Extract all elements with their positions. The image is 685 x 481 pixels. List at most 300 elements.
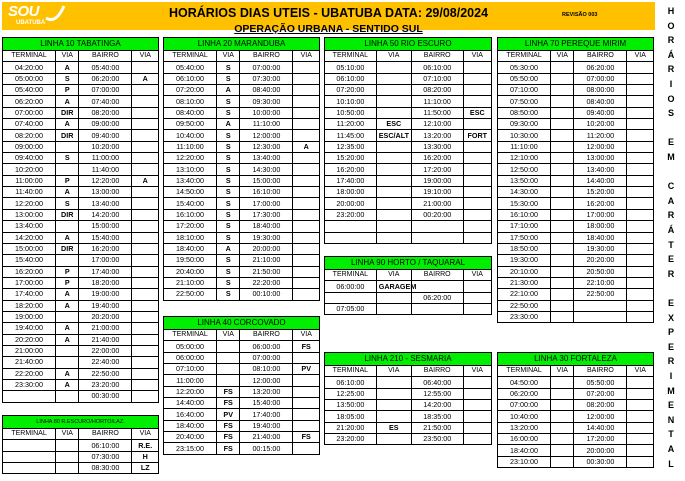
via-bairro	[627, 456, 654, 467]
side-letter: R	[667, 356, 675, 367]
terminal-time: 04:50:00	[498, 377, 551, 388]
via-terminal: S	[217, 96, 240, 107]
schedule-table	[2, 37, 159, 403]
terminal-time: 07:20:00	[164, 85, 217, 96]
via-bairro	[132, 164, 159, 175]
via-terminal	[56, 221, 79, 232]
schedule-table	[324, 256, 492, 315]
table-row	[325, 400, 492, 411]
bairro-time: 07:00:00	[240, 62, 293, 73]
table-row	[498, 300, 654, 311]
via-bairro	[463, 85, 491, 96]
bairro-time: 14:40:00	[574, 422, 627, 433]
via-bairro	[463, 164, 491, 175]
via-bairro	[132, 221, 159, 232]
via-bairro	[627, 73, 654, 84]
bairro-time: 05:40:00	[79, 62, 132, 73]
via-terminal: PV	[217, 409, 240, 420]
terminal-time: 09:00:00	[3, 141, 56, 152]
via-bairro	[627, 119, 654, 130]
bairro-time: 11:10:00	[240, 119, 293, 130]
bairro-time: 16:20:00	[79, 243, 132, 254]
bairro-time: 21:50:00	[240, 266, 293, 277]
schedule-table	[163, 316, 320, 455]
terminal-time: 06:20:00	[3, 96, 56, 107]
table-row	[164, 164, 320, 175]
via-terminal: FS	[217, 432, 240, 443]
via-terminal: FS	[217, 420, 240, 431]
via-terminal	[376, 388, 411, 399]
table-row	[325, 209, 492, 220]
side-letter: H	[667, 6, 675, 16]
table-row	[164, 432, 320, 443]
via-terminal: P	[56, 266, 79, 277]
via-bairro	[132, 130, 159, 141]
terminal-time: 07:10:00	[164, 364, 217, 375]
table-row	[498, 243, 654, 254]
via-terminal	[56, 164, 79, 175]
table-linha-80	[2, 415, 159, 474]
line-title: LINHA 30 FORTALEZA	[498, 353, 654, 366]
via-terminal: A	[56, 62, 79, 73]
table-row	[164, 107, 320, 118]
bairro-time: 10:20:00	[574, 119, 627, 130]
table-row	[164, 443, 320, 454]
via-bairro	[627, 255, 654, 266]
via-bairro	[627, 175, 654, 186]
via-bairro	[293, 107, 320, 118]
via-bairro	[627, 130, 654, 141]
via-terminal	[56, 255, 79, 266]
via-terminal	[217, 375, 240, 386]
page-subtitle: OPERAÇÃO URBANA - SENTIDO SUL	[234, 23, 423, 35]
side-letter: X	[667, 312, 674, 323]
bairro-time: 22:00:00	[79, 345, 132, 356]
via-terminal: DIR	[56, 107, 79, 118]
line-title: LINHA 50 RIO ESCURO	[325, 38, 492, 51]
terminal-time: 12:50:00	[498, 164, 551, 175]
via-terminal	[551, 73, 574, 84]
column-header: VIA	[463, 366, 491, 377]
bairro-time: 07:00:00	[240, 352, 293, 363]
table-row	[498, 119, 654, 130]
terminal-time: 06:20:00	[498, 388, 551, 399]
bairro-time: 06:00:00	[240, 341, 293, 352]
via-terminal	[551, 130, 574, 141]
terminal-time: 10:10:00	[325, 96, 377, 107]
bairro-time: 05:50:00	[574, 377, 627, 388]
terminal-time: 19:00:00	[3, 311, 56, 322]
via-terminal	[551, 221, 574, 232]
terminal-time: 13:20:00	[498, 422, 551, 433]
terminal-time: 13:40:00	[3, 221, 56, 232]
via-bairro	[293, 409, 320, 420]
line-title: LINHA 70 PEREQUE MIRIM	[498, 38, 654, 51]
terminal-time: 21:30:00	[498, 277, 551, 288]
bairro-time: 20:20:00	[79, 311, 132, 322]
bairro-time: 18:20:00	[79, 277, 132, 288]
table-row	[498, 400, 654, 411]
via-terminal	[551, 445, 574, 456]
via-bairro	[627, 445, 654, 456]
terminal-time: 09:50:00	[164, 119, 217, 130]
line-title: LINHA 10 TABATINGA	[3, 38, 159, 51]
terminal-time: 11:40:00	[3, 187, 56, 198]
table-row	[164, 141, 320, 152]
via-terminal: A	[56, 300, 79, 311]
terminal-time: 13:00:00	[3, 209, 56, 220]
via-bairro	[293, 85, 320, 96]
bairro-time: 14:40:00	[574, 175, 627, 186]
column-header: TERMINAL	[164, 51, 217, 62]
bairro-time: 07:20:00	[574, 388, 627, 399]
side-letter: Á	[667, 49, 675, 60]
table-row	[325, 411, 492, 422]
via-terminal	[551, 96, 574, 107]
via-terminal: S	[217, 107, 240, 118]
line-title: LINHA 40 CORCOVADO	[164, 317, 320, 330]
bairro-time: 10:00:00	[240, 107, 293, 118]
via-bairro	[463, 96, 491, 107]
bairro-time: 06:20:00	[411, 292, 463, 303]
via-bairro: LZ	[132, 463, 159, 474]
via-bairro	[132, 323, 159, 334]
via-terminal	[376, 232, 411, 243]
terminal-time: 21:10:00	[164, 277, 217, 288]
table-row	[325, 119, 492, 130]
side-letter: M	[667, 385, 675, 396]
terminal-time: 19:30:00	[498, 255, 551, 266]
table-linha-10	[2, 37, 159, 403]
column-header: BAIRRO	[240, 51, 293, 62]
via-terminal: FS	[217, 443, 240, 454]
terminal-time: 06:00:00	[164, 352, 217, 363]
via-bairro	[627, 411, 654, 422]
column-header: VIA	[132, 429, 159, 440]
terminal-time: 12:20:00	[3, 198, 56, 209]
via-bairro	[627, 198, 654, 209]
column-header: TERMINAL	[325, 270, 377, 281]
via-bairro	[627, 277, 654, 288]
table-row	[498, 255, 654, 266]
table-row	[498, 456, 654, 467]
bairro-time: 20:00:00	[240, 243, 293, 254]
terminal-time: 06:10:00	[325, 73, 377, 84]
bairro-time: 22:40:00	[79, 357, 132, 368]
via-terminal	[551, 232, 574, 243]
bairro-time: 06:10:00	[79, 440, 132, 451]
via-terminal: ESC	[376, 119, 411, 130]
terminal-time	[3, 463, 56, 474]
via-terminal: S	[217, 255, 240, 266]
terminal-time: 23:10:00	[498, 456, 551, 467]
terminal-time: 16:10:00	[498, 209, 551, 220]
via-terminal: A	[217, 243, 240, 254]
bairro-time: 21:40:00	[79, 334, 132, 345]
bairro-time: 13:40:00	[240, 153, 293, 164]
bairro-time: 18:35:00	[411, 411, 463, 422]
via-bairro	[627, 311, 654, 322]
via-bairro	[132, 266, 159, 277]
via-terminal	[376, 198, 411, 209]
via-terminal	[551, 119, 574, 130]
table-row	[498, 153, 654, 164]
via-bairro: PV	[293, 364, 320, 375]
via-terminal: A	[56, 119, 79, 130]
via-bairro	[627, 153, 654, 164]
table-row	[164, 289, 320, 300]
column-header: TERMINAL	[498, 366, 551, 377]
via-terminal: A	[56, 368, 79, 379]
terminal-time: 15:40:00	[3, 255, 56, 266]
bairro-time: 23:20:00	[79, 379, 132, 390]
table-row	[164, 209, 320, 220]
via-bairro	[132, 391, 159, 402]
via-bairro	[293, 420, 320, 431]
table-row	[3, 345, 159, 356]
via-terminal	[56, 463, 79, 474]
via-bairro	[132, 277, 159, 288]
bairro-time: 14:30:00	[240, 164, 293, 175]
column-header: VIA	[376, 366, 411, 377]
bairro-time: 17:40:00	[79, 266, 132, 277]
table-row	[3, 164, 159, 175]
via-bairro	[627, 422, 654, 433]
table-row	[498, 311, 654, 322]
terminal-time	[325, 221, 377, 232]
via-terminal	[376, 107, 411, 118]
table-row	[164, 62, 320, 73]
via-terminal: S	[217, 277, 240, 288]
via-terminal: GARAGEM	[376, 281, 411, 292]
table-row	[498, 187, 654, 198]
via-terminal: FS	[217, 398, 240, 409]
bairro-time: 19:30:00	[240, 232, 293, 243]
table-row	[498, 445, 654, 456]
bairro-time	[411, 221, 463, 232]
terminal-time: 05:40:00	[3, 85, 56, 96]
column-header: TERMINAL	[498, 51, 551, 62]
table-row	[3, 187, 159, 198]
column-header: BAIRRO	[240, 330, 293, 341]
column-header: VIA	[217, 330, 240, 341]
terminal-time: 11:10:00	[164, 141, 217, 152]
bairro-time: 12:00:00	[574, 141, 627, 152]
table-row	[3, 232, 159, 243]
table-row	[164, 255, 320, 266]
table-row	[498, 107, 654, 118]
via-terminal	[56, 345, 79, 356]
terminal-time: 17:40:00	[325, 175, 377, 186]
bairro-time: 12:30:00	[240, 141, 293, 152]
terminal-time: 16:10:00	[164, 209, 217, 220]
via-bairro	[293, 255, 320, 266]
via-bairro	[293, 175, 320, 186]
bairro-time: 12:55:00	[411, 388, 463, 399]
bairro-time: 18:40:00	[574, 232, 627, 243]
via-terminal	[376, 411, 411, 422]
column-header: VIA	[627, 51, 654, 62]
schedule-table	[324, 352, 492, 445]
bairro-time: 06:20:00	[574, 62, 627, 73]
via-bairro	[463, 187, 491, 198]
terminal-time: 23:30:00	[498, 311, 551, 322]
bairro-time: 06:20:00	[79, 73, 132, 84]
table-row	[164, 341, 320, 352]
bairro-time: 19:40:00	[240, 420, 293, 431]
column-header: VIA	[627, 366, 654, 377]
bairro-time: 07:40:00	[79, 96, 132, 107]
via-bairro	[293, 289, 320, 300]
table-row	[325, 232, 492, 243]
terminal-time: 20:10:00	[498, 266, 551, 277]
side-letter: A	[667, 195, 675, 206]
terminal-time: 18:40:00	[164, 420, 217, 431]
terminal-time: 08:10:00	[164, 96, 217, 107]
bairro-time: 14:20:00	[79, 209, 132, 220]
table-linha-40	[163, 316, 320, 455]
bairro-time: 20:00:00	[574, 445, 627, 456]
via-bairro	[463, 153, 491, 164]
table-row	[3, 130, 159, 141]
line-title: LINHA 90 HORTO / TAQUARAL	[325, 257, 492, 270]
via-terminal	[551, 62, 574, 73]
via-terminal: DIR	[56, 130, 79, 141]
via-bairro	[627, 141, 654, 152]
table-row	[164, 96, 320, 107]
bairro-time: 09:40:00	[574, 107, 627, 118]
bairro-time: 07:00:00	[79, 85, 132, 96]
column-header: TERMINAL	[164, 330, 217, 341]
bairro-time: 21:50:00	[411, 422, 463, 433]
terminal-time: 22:10:00	[498, 289, 551, 300]
via-bairro	[132, 209, 159, 220]
via-terminal	[376, 304, 411, 315]
bairro-time: 07:00:00	[574, 73, 627, 84]
via-bairro	[293, 266, 320, 277]
via-bairro: FS	[293, 432, 320, 443]
bairro-time: 19:00:00	[79, 289, 132, 300]
bairro-time: 20:20:00	[574, 255, 627, 266]
via-terminal: S	[217, 232, 240, 243]
via-terminal	[551, 187, 574, 198]
column-header: TERMINAL	[3, 429, 56, 440]
via-terminal: S	[56, 73, 79, 84]
bairro-time: 21:00:00	[411, 198, 463, 209]
via-bairro	[627, 289, 654, 300]
via-bairro	[627, 164, 654, 175]
via-terminal	[376, 153, 411, 164]
via-bairro	[463, 198, 491, 209]
bairro-time: 16:20:00	[411, 153, 463, 164]
bairro-time: 12:00:00	[240, 375, 293, 386]
table-row	[3, 311, 159, 322]
bairro-time: 13:20:00	[240, 386, 293, 397]
via-bairro	[463, 62, 491, 73]
terminal-time: 08:20:00	[3, 130, 56, 141]
via-bairro	[463, 119, 491, 130]
table-row	[3, 440, 159, 451]
via-bairro	[463, 411, 491, 422]
terminal-time: 21:00:00	[3, 345, 56, 356]
terminal-time: 14:20:00	[3, 232, 56, 243]
table-row	[498, 388, 654, 399]
column-header: BAIRRO	[411, 51, 463, 62]
terminal-time: 07:00:00	[498, 400, 551, 411]
bairro-time: 12:10:00	[411, 119, 463, 130]
terminal-time	[3, 451, 56, 462]
terminal-time: 20:40:00	[164, 266, 217, 277]
table-row	[325, 175, 492, 186]
via-terminal	[551, 107, 574, 118]
side-letter: N	[667, 414, 675, 425]
via-terminal: S	[217, 209, 240, 220]
table-row	[3, 119, 159, 130]
via-bairro	[627, 300, 654, 311]
via-terminal	[551, 198, 574, 209]
via-bairro	[132, 85, 159, 96]
via-bairro	[132, 300, 159, 311]
terminal-time: 16:20:00	[3, 266, 56, 277]
table-row	[498, 434, 654, 445]
table-row	[3, 73, 159, 84]
terminal-time: 15:30:00	[498, 198, 551, 209]
terminal-time: 09:40:00	[3, 153, 56, 164]
via-terminal: FS	[217, 386, 240, 397]
table-row	[164, 232, 320, 243]
side-letter: E	[667, 298, 674, 308]
via-bairro	[132, 232, 159, 243]
table-row	[498, 164, 654, 175]
via-terminal: S	[217, 153, 240, 164]
via-terminal	[551, 388, 574, 399]
via-bairro	[132, 198, 159, 209]
via-terminal: A	[56, 96, 79, 107]
via-bairro: R.E.	[132, 440, 159, 451]
terminal-time: 23:15:00	[164, 443, 217, 454]
via-bairro	[463, 221, 491, 232]
table-row	[3, 266, 159, 277]
via-terminal	[217, 364, 240, 375]
via-bairro	[293, 73, 320, 84]
terminal-time: 05:40:00	[164, 62, 217, 73]
side-letter: O	[667, 93, 675, 104]
table-row	[164, 420, 320, 431]
via-terminal	[56, 440, 79, 451]
via-terminal: A	[56, 187, 79, 198]
schedule-table	[2, 415, 159, 474]
table-row	[164, 221, 320, 232]
via-terminal	[376, 400, 411, 411]
table-linha-20	[163, 37, 320, 301]
via-terminal: S	[217, 187, 240, 198]
via-bairro: ESC	[463, 107, 491, 118]
table-row	[164, 364, 320, 375]
terminal-time: 07:10:00	[498, 85, 551, 96]
table-row	[164, 243, 320, 254]
via-bairro	[463, 400, 491, 411]
table-row	[3, 368, 159, 379]
table-row	[498, 175, 654, 186]
via-bairro	[293, 187, 320, 198]
via-bairro	[293, 375, 320, 386]
via-bairro	[132, 107, 159, 118]
via-terminal: A	[217, 85, 240, 96]
line-title: LINHA 20 MARANDUBA	[164, 38, 320, 51]
bairro-time: 12:20:00	[79, 175, 132, 186]
table-row	[325, 304, 492, 315]
via-terminal: ESC/ALT	[376, 130, 411, 141]
